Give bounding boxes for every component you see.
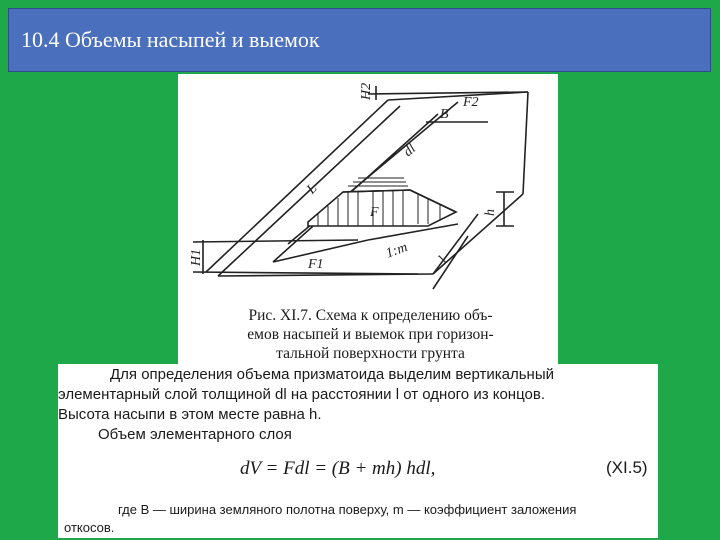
footnote-line: где B — ширина земляного полотна поверху, m — коэффициент заложения — [118, 502, 577, 517]
caption-line: тальной поверхности грунта — [276, 345, 465, 362]
slide-title: 10.4 Объемы насыпей и выемок — [21, 27, 320, 52]
text-line: Высота насыпи в этом месте равна h. — [58, 406, 322, 423]
figure-panel — [178, 74, 558, 364]
footnote-line: откосов. — [64, 520, 115, 535]
embankment-diagram — [178, 74, 558, 304]
text-line: элементарный слой толщиной dl на расстоянии l от одного из концов. — [58, 386, 545, 403]
label-l-long: L — [304, 181, 321, 198]
text-line: Объем элементарного слоя — [98, 426, 292, 443]
label-slope: 1:m — [383, 240, 410, 262]
label-b: B — [440, 107, 449, 122]
label-f: F — [370, 205, 379, 220]
title-bar — [8, 8, 711, 72]
label-dl: dl — [400, 141, 419, 160]
caption-line: Рис. XI.7. Схема к определению объ- — [248, 307, 493, 324]
volume-formula: dV = Fdl = (B + mh) hdl, — [240, 458, 436, 479]
label-h1: H1 — [189, 248, 204, 266]
text-line: Для определения объема призматоида выделим вертикальный — [110, 366, 554, 383]
equation-number: (XI.5) — [606, 458, 648, 477]
figure-caption — [198, 306, 543, 363]
label-f1: F1 — [308, 257, 324, 272]
caption-line: емов насыпей и выемок при горизон- — [247, 326, 494, 343]
text-panel — [58, 364, 658, 538]
label-h: h — [483, 209, 498, 216]
label-l-small: l — [435, 254, 451, 266]
label-f2: F2 — [463, 95, 479, 110]
label-h2: H2 — [359, 82, 374, 100]
